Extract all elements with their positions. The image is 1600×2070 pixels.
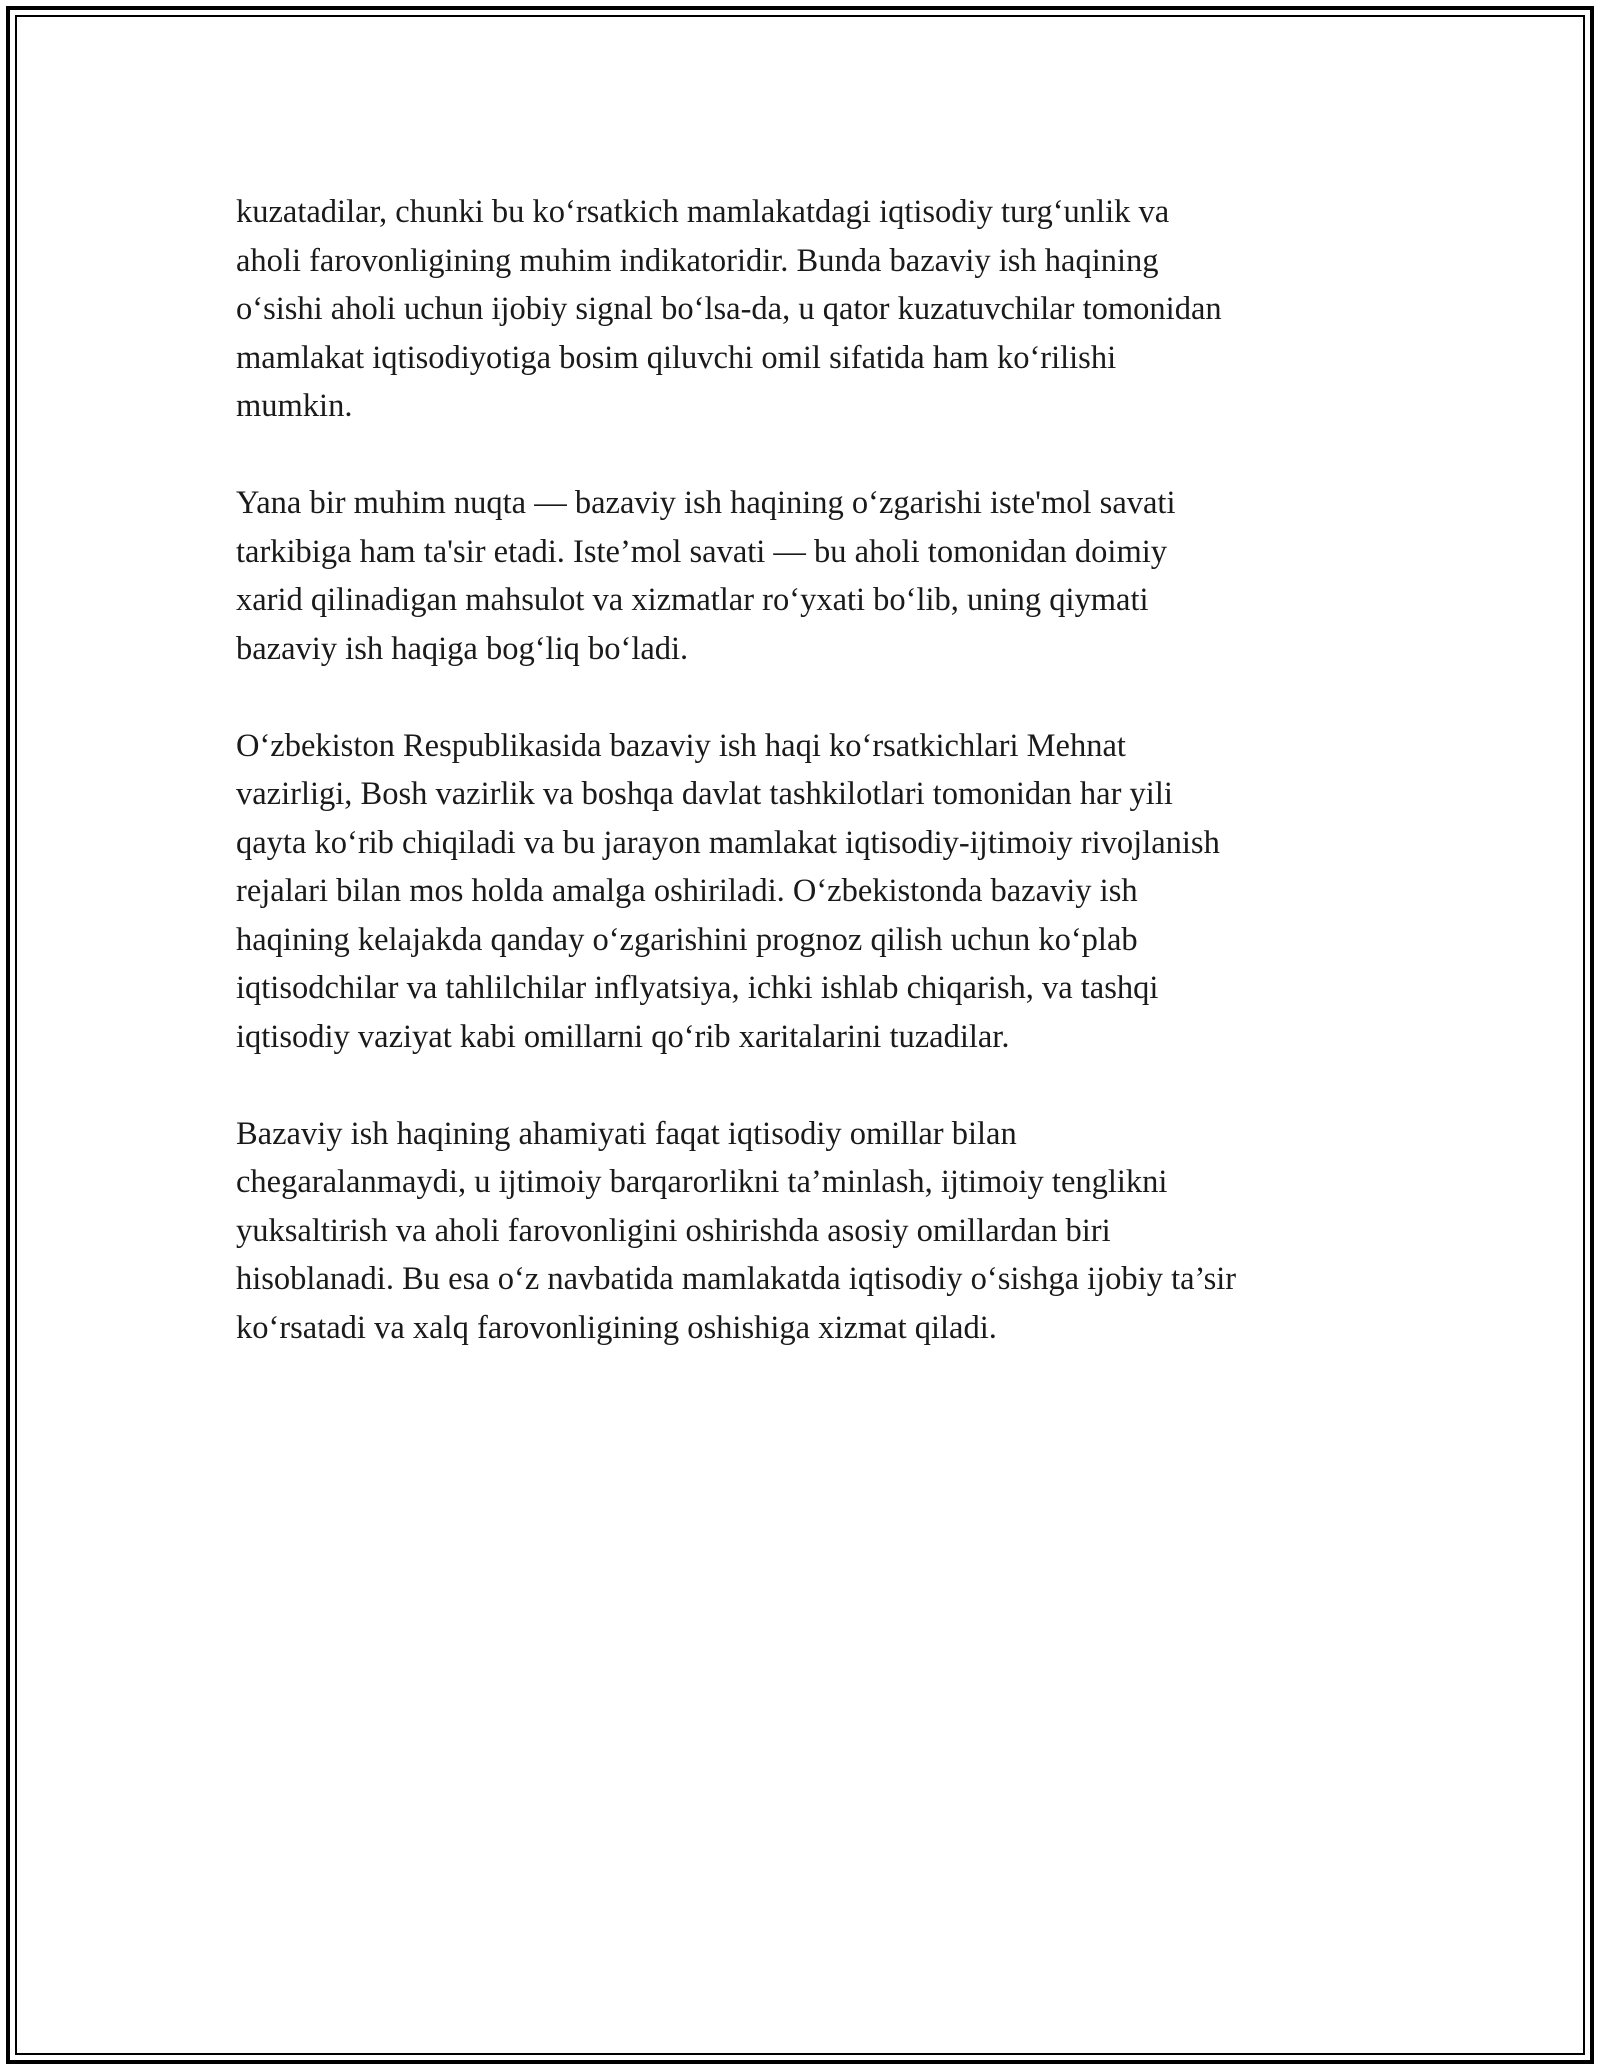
text-line: hisoblanadi. Bu esa o‘z navbatida mamlakatda iqtisodiy o‘sishga ijobiy ta’sir	[236, 1261, 1237, 1297]
text-line: haqining kelajakda qanday o‘zgarishini prognoz qilish uchun ko‘plab	[236, 921, 1138, 958]
document-body	[236, 188, 1386, 1401]
text-line: ko‘rsatadi va xalq farovonligining oshishiga xizmat qiladi.	[236, 1309, 997, 1346]
text-line: bazaviy ish haqiga bog‘liq bo‘ladi.	[236, 630, 689, 667]
text-line: tarkibiga ham ta'sir etadi. Iste’mol savati — bu aholi tomonidan doimiy	[236, 533, 1168, 570]
text-line: O‘zbekiston Respublikasida bazaviy ish haqi ko‘rsatkichlari Mehnat	[236, 727, 1126, 764]
text-line: qayta ko‘rib chiqiladi va bu jarayon mamlakat iqtisodiy-ijtimoiy rivojlanish	[236, 824, 1220, 861]
text-line: mamlakat iqtisodiyotiga bosim qiluvchi omil sifatida ham ko‘rilishi	[236, 339, 1117, 376]
text-line: iqtisodiy vaziyat kabi omillarni qo‘rib xaritalarini tuzadilar.	[236, 1018, 1010, 1055]
text-line: Yana bir muhim nuqta — bazaviy ish haqining o‘zgarishi iste'mol savati	[236, 485, 1176, 521]
text-line: xarid qilinadigan mahsulot va xizmatlar ro‘yxati bo‘lib, uning qiymati	[236, 582, 1149, 618]
text-line: iqtisodchilar va tahlilchilar inflyatsiya, ichki ishlab chiqarish, va tashqi	[236, 970, 1159, 1006]
paragraph-4	[236, 1110, 1386, 1353]
text-line: kuzatadilar, chunki bu ko‘rsatkich mamlakatdagi iqtisodiy turg‘unlik va	[236, 194, 1170, 230]
text-line: aholi farovonligining muhim indikatoridir. Bunda bazaviy ish haqining	[236, 242, 1159, 279]
text-line: mumkin.	[236, 388, 353, 424]
text-line: rejalari bilan mos holda amalga oshiriladi. O‘zbekistonda bazaviy ish	[236, 873, 1138, 909]
paragraph-2	[236, 479, 1386, 673]
text-line: chegaralanmaydi, u ijtimoiy barqarorlikni ta’minlash, ijtimoiy tenglikni	[236, 1164, 1168, 1200]
paragraph-1	[236, 188, 1386, 431]
text-line: Bazaviy ish haqining ahamiyati faqat iqtisodiy omillar bilan	[236, 1115, 1017, 1152]
text-line: o‘sishi aholi uchun ijobiy signal bo‘lsa-da, u qator kuzatuvchilar tomonidan	[236, 291, 1222, 327]
text-line: vazirligi, Bosh vazirlik va boshqa davlat tashkilotlari tomonidan har yili	[236, 776, 1173, 812]
paragraph-3	[236, 722, 1386, 1062]
text-line: yuksaltirish va aholi farovonligini oshirishda asosiy omillardan biri	[236, 1212, 1111, 1249]
